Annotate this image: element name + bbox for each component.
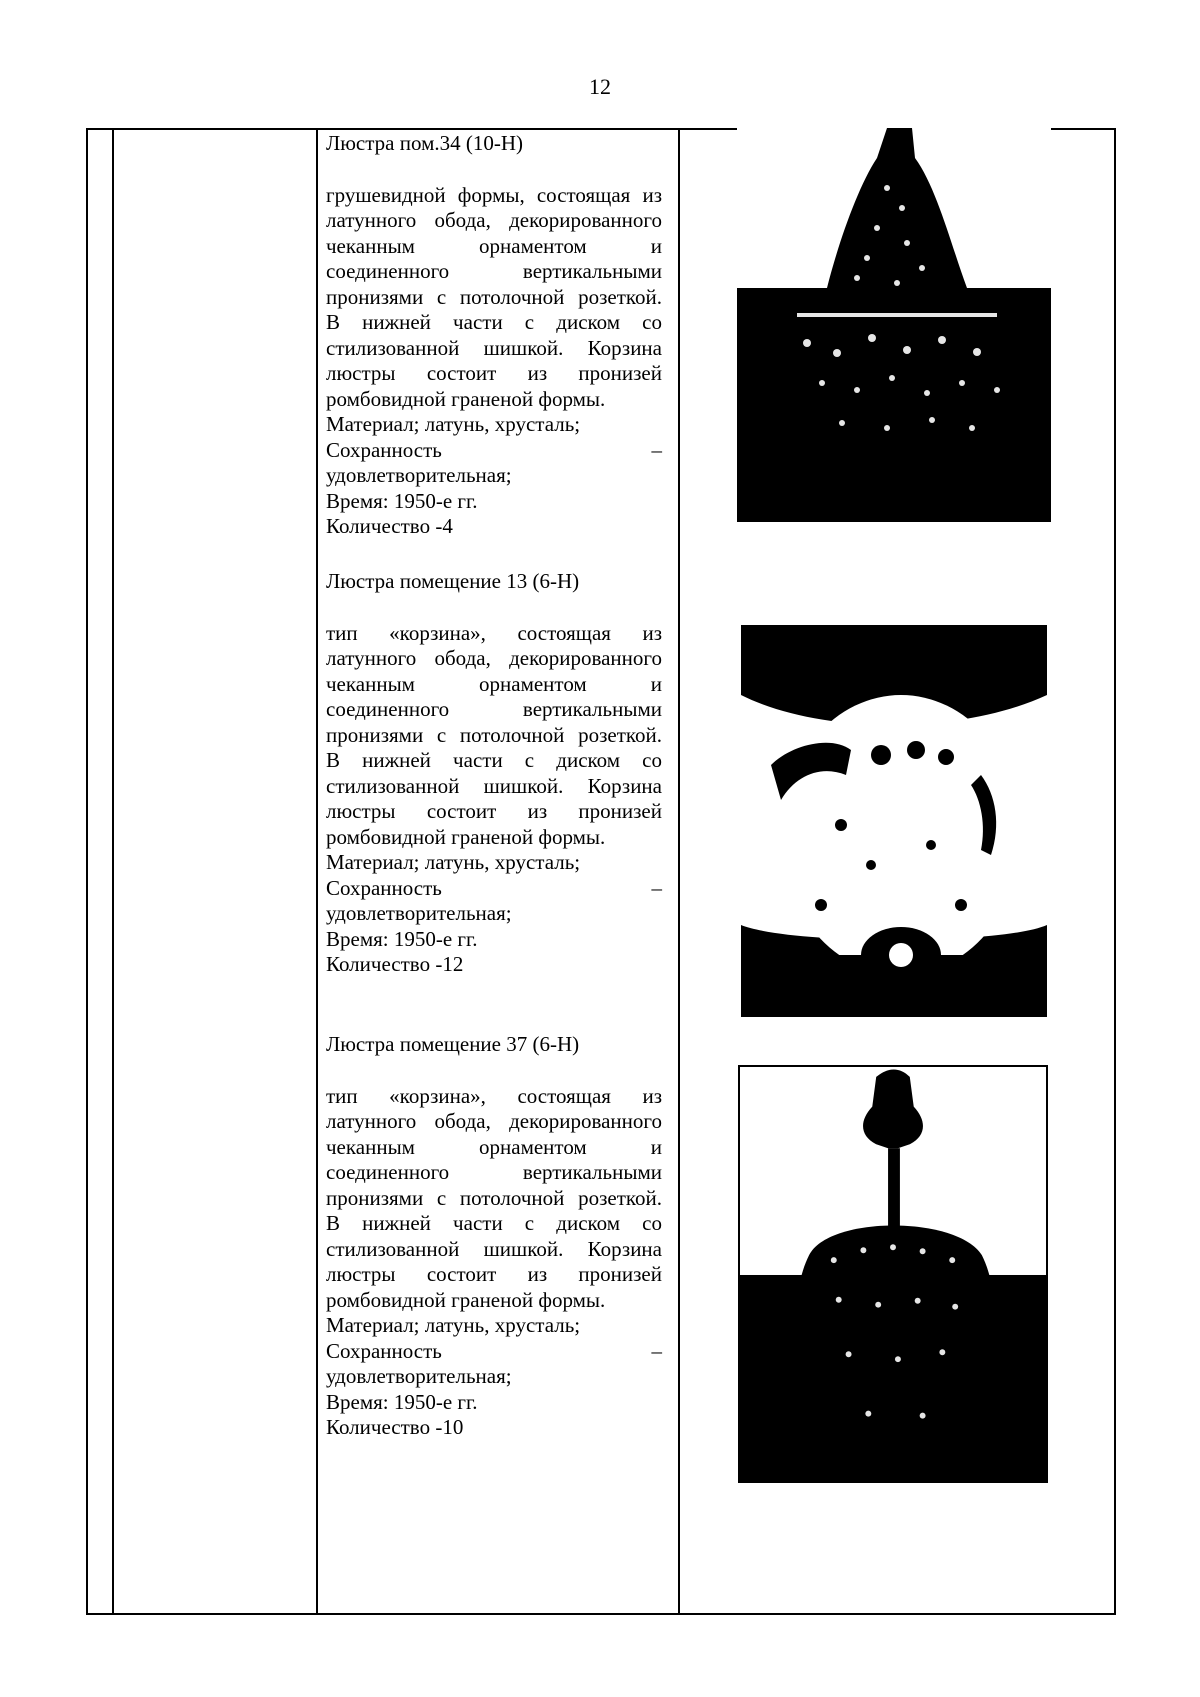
description-line: люстры состоит из пронизей [326,799,662,823]
entry-description [326,621,662,978]
description-line: чеканным орнаментом и [326,1134,662,1159]
chandelier-illustration [740,1067,1046,1481]
description-line: пронизями с потолочной розеткой. [326,1185,662,1210]
chandelier-entry [326,1032,662,1441]
table-column-divider [112,130,114,1613]
chandelier-photo [737,128,1051,522]
page-number: 12 [589,74,611,99]
entry-title: Люстра пом.34 (10-Н) [326,131,524,155]
material-line: Материал; латунь, хрусталь; [326,1313,581,1337]
condition-row [326,876,662,902]
chandelier-photo [738,1065,1048,1483]
condition-value: удовлетворительная; [326,463,512,487]
description-line: стилизованной шишкой. Корзина [326,1236,662,1261]
table-column-divider [678,130,680,1613]
description-line: люстры состоит из пронизей [326,1262,662,1286]
description-line: пронизями с потолочной розеткой. [326,722,662,747]
description-line: люстры состоит из пронизей [326,361,662,385]
description-line: В нижней части с диском со [326,310,662,334]
quantity-line: Количество -10 [326,1415,464,1439]
description-line: тип «корзина», состоящая из [326,1083,662,1108]
table-column-divider [316,130,318,1613]
entry-description [326,1084,662,1441]
description-line: чеканным орнаментом и [326,671,662,696]
description-line: грушевидной формы, состоящая из [326,182,662,207]
time-line: Время: 1950-е гг. [326,1389,478,1414]
entry-description [326,183,662,540]
chandelier-illustration [741,625,1047,1017]
chandelier-illustration [737,128,1051,522]
description-line: пронизями с потолочной розеткой. [326,284,662,309]
description-line: латунного обода, декорированного [326,1109,662,1133]
description-line: соединенного вертикальными [326,1160,662,1184]
condition-row [326,438,662,464]
condition-label: Сохранность [326,875,442,900]
description-line: ромбовидной граненой формы. [326,1287,606,1312]
description-line: ромбовидной граненой формы. [326,386,606,411]
chandelier-entry [326,131,662,540]
condition-value: удовлетворительная; [326,901,512,925]
description-line: чеканным орнаментом и [326,233,662,258]
description-line: стилизованной шишкой. Корзина [326,773,662,798]
condition-dash: – [651,437,662,462]
time-line: Время: 1950-е гг. [326,926,478,951]
description-line: латунного обода, декорированного [326,208,662,232]
chandelier-photo [741,625,1047,1017]
entry-title: Люстра помещение 13 (6-Н) [326,569,580,593]
condition-dash: – [651,1338,662,1363]
description-line: В нижней части с диском со [326,748,662,772]
quantity-line: Количество -12 [326,952,464,976]
material-line: Материал; латунь, хрусталь; [326,850,581,874]
condition-dash: – [651,875,662,900]
condition-row [326,1339,662,1365]
condition-label: Сохранность [326,1338,442,1363]
chandelier-entry [326,569,662,978]
description-line: соединенного вертикальными [326,259,662,283]
description-line: соединенного вертикальными [326,697,662,721]
entry-title: Люстра помещение 37 (6-Н) [326,1032,580,1056]
time-line: Время: 1950-е гг. [326,488,478,513]
description-line: латунного обода, декорированного [326,646,662,670]
condition-label: Сохранность [326,437,442,462]
condition-value: удовлетворительная; [326,1364,512,1388]
description-line: тип «корзина», состоящая из [326,620,662,645]
quantity-line: Количество -4 [326,514,453,538]
description-line: стилизованной шишкой. Корзина [326,335,662,360]
description-line: ромбовидной граненой формы. [326,824,606,849]
description-line: В нижней части с диском со [326,1211,662,1235]
material-line: Материал; латунь, хрусталь; [326,412,581,436]
